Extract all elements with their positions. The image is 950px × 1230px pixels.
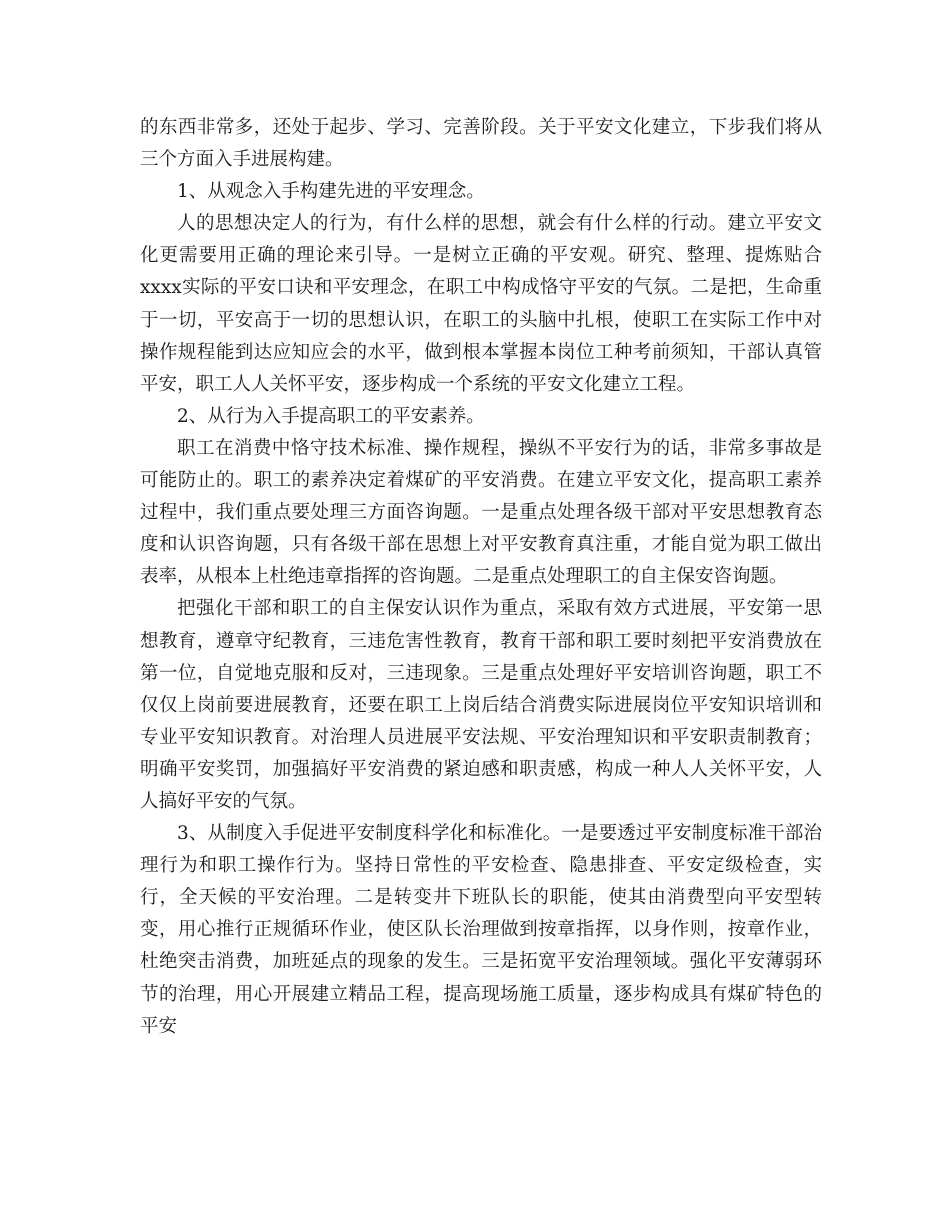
paragraph: 职工在消费中恪守技术标准、操作规程，操纵不平安行为的话，非常多事故是可能防止的。职工的素养决定着煤矿的平安消费。在建立平安文化，提高职工素养过程中，我们重点要处理三方面咨询题。一是重点处理各级干部对平安思想教育态度和认识咨询题，只有各级干部在思想上对平安教育真注重，才能自觉为职工做出表率，从根本上杜绝违章指挥的咨询题。二是重点处理职工的自主保安咨询题。 xyxy=(140,437,822,588)
paragraph: 3、从制度入手促进平安制度科学化和标准化。一是要透过平安制度标准干部治理行为和职工操作行为。坚持日常性的平安检查、隐患排查、平安定级检查，实行，全天候的平安治理。二是转变井下班队长的职能，使其由消费型向平安型转变，用心推行正规循环作业，使区队长治理做到按章指挥，以身作则，按章作业，杜绝突击消费，加班延点的现象的发生。三是拓宽平安治理领域。强化平安薄弱环节的治理，用心开展建立精品工程，提高现场施工质量，逐步构成具有煤矿特色的平安 xyxy=(140,823,822,1037)
section-heading: 1、从观念入手构建先进的平安理念。 xyxy=(177,181,485,203)
paragraph: 人的思想决定人的行为，有什么样的思想，就会有什么样的行动。建立平安文化更需要用正确的理论来引导。一是树立正确的平安观。研究、整理、提炼贴合xxxx实际的平安口诀和平安理念，在职工中构成恪守平安的气氛。二是把，生命重于一切，平安高于一切的思想认识，在职工的头脑中扎根，使职工在实际工作中对操作规程能到达应知应会的水平，做到根本掌握本岗位工种考前须知，干部认真管平安，职工人人关怀平安，逐步构成一个系统的平安文化建立工程。 xyxy=(140,213,822,395)
paragraph: 把强化干部和职工的自主保安认识作为重点，采取有效方式进展，平安第一思想教育，遵章守纪教育，三违危害性教育，教育干部和职工要时刻把平安消费放在第一位，自觉地克服和反对，三违现象。三是重点处理好平安培训咨询题，职工不仅仅上岗前要进展教育，还要在职工上岗后结合消费实际进展岗位平安知识培训和专业平安知识教育。对治理人员进展平安法规、平安治理知识和平安职责制教育；明确平安奖罚，加强搞好平安消费的紧迫感和职责感，构成一种人人关怀平安，人人搞好平安的气氛。 xyxy=(140,598,822,812)
paragraph: 的东西非常多，还处于起步、学习、完善阶段。关于平安文化建立，下步我们将从三个方面入手进展构建。 xyxy=(140,117,822,171)
section-heading: 2、从行为入手提高职工的平安素养。 xyxy=(177,405,485,427)
document-body xyxy=(140,112,822,1043)
